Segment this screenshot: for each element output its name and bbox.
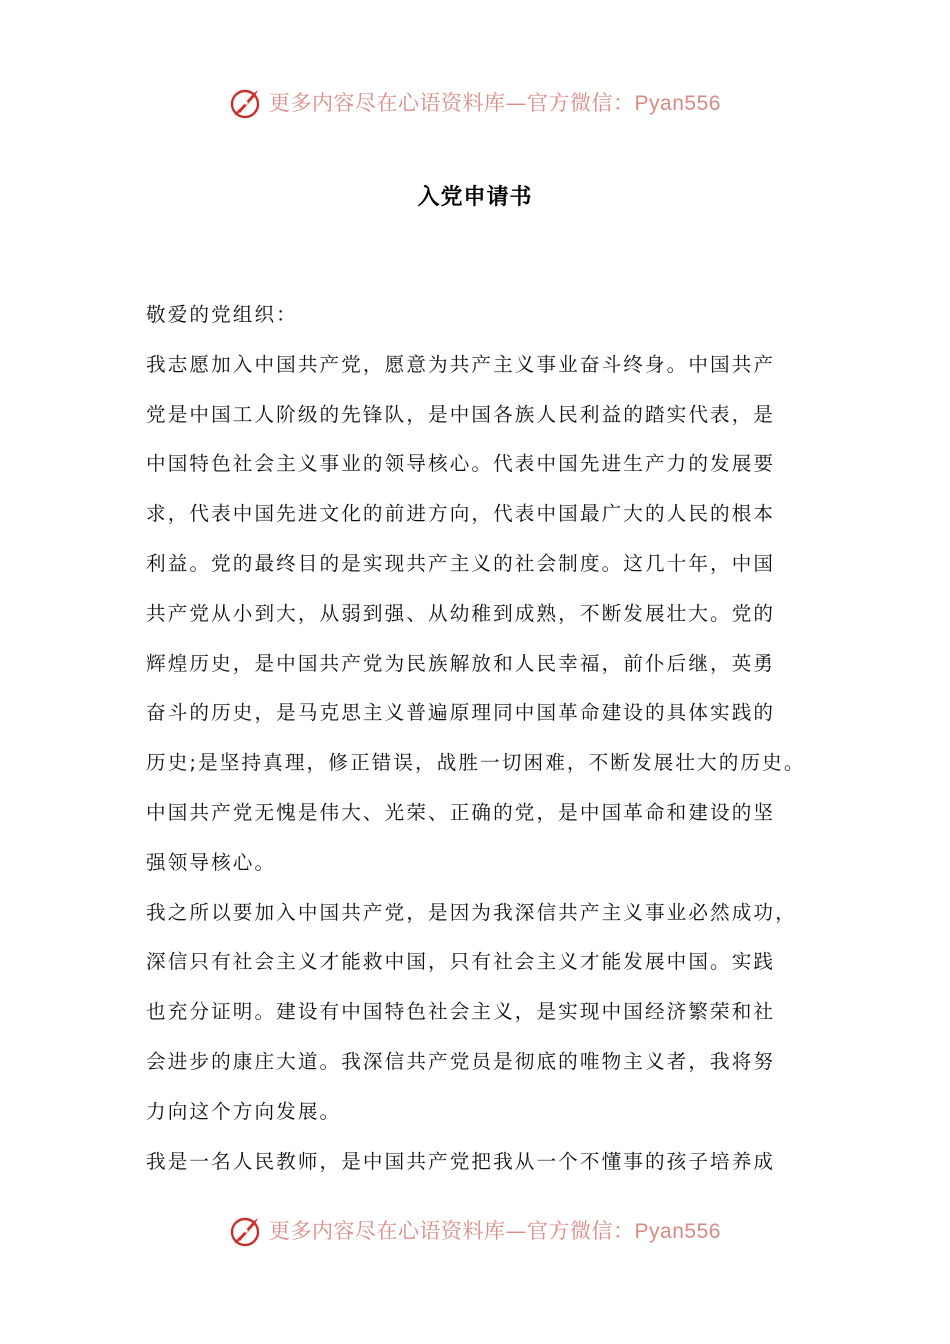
- body-line: 也充分证明。建设有中国特色社会主义，是实现中国经济繁荣和社: [146, 1000, 776, 1024]
- body-line: 奋斗的历史，是马克思主义普遍原理同中国革命建设的具体实践的: [146, 701, 776, 725]
- pen-nib-logo-icon: [229, 84, 265, 120]
- header-banner: [0, 80, 950, 124]
- body-line: 深信只有社会主义才能救中国，只有社会主义才能发展中国。实践: [146, 950, 776, 974]
- banner-text: [269, 1215, 721, 1245]
- banner-text: [269, 87, 721, 117]
- wechat-id: Pyan556: [634, 1220, 721, 1243]
- body-line: 中国共产党无愧是伟大、光荣、正确的党，是中国革命和建设的坚: [146, 800, 776, 824]
- banner-caption: 更多内容尽在心语资料库—官方微信：: [269, 91, 635, 115]
- body-line: 历史;是坚持真理，修正错误，战胜一切困难，不断发展壮大的历史。: [146, 751, 806, 775]
- body-line: 强领导核心。: [146, 850, 277, 874]
- body-line: 会进步的康庄大道。我深信共产党员是彻底的唯物主义者，我将努: [146, 1049, 776, 1073]
- body-line: 我是一名人民教师，是中国共产党把我从一个不懂事的孩子培养成: [146, 1149, 776, 1173]
- body-line: 力向这个方向发展。: [146, 1099, 342, 1123]
- footer-banner: [0, 1208, 950, 1252]
- wechat-id: Pyan556: [634, 92, 721, 115]
- pen-nib-logo-icon: [229, 1212, 265, 1248]
- body-line: 求，代表中国先进文化的前进方向，代表中国最广大的人民的根本: [146, 502, 776, 526]
- banner-caption: 更多内容尽在心语资料库—官方微信：: [269, 1219, 635, 1243]
- body-line: 我志愿加入中国共产党，愿意为共产主义事业奋斗终身。中国共产: [146, 352, 776, 376]
- document-title: 入党申请书: [417, 185, 533, 210]
- document-body: [146, 290, 846, 1186]
- body-line: 中国特色社会主义事业的领导核心。代表中国先进生产力的发展要: [146, 452, 776, 476]
- body-line: 我之所以要加入中国共产党，是因为我深信共产主义事业必然成功，: [146, 900, 797, 924]
- body-line: 辉煌历史，是中国共产党为民族解放和人民幸福，前仆后继，英勇: [146, 651, 776, 675]
- body-line: 共产党从小到大，从弱到强、从幼稚到成熟，不断发展壮大。党的: [146, 601, 776, 625]
- salutation: 敬爱的党组织：: [146, 303, 298, 326]
- body-line: 党是中国工人阶级的先锋队，是中国各族人民利益的踏实代表，是: [146, 402, 776, 426]
- body-line: 利益。党的最终目的是实现共产主义的社会制度。这几十年，中国: [146, 551, 776, 575]
